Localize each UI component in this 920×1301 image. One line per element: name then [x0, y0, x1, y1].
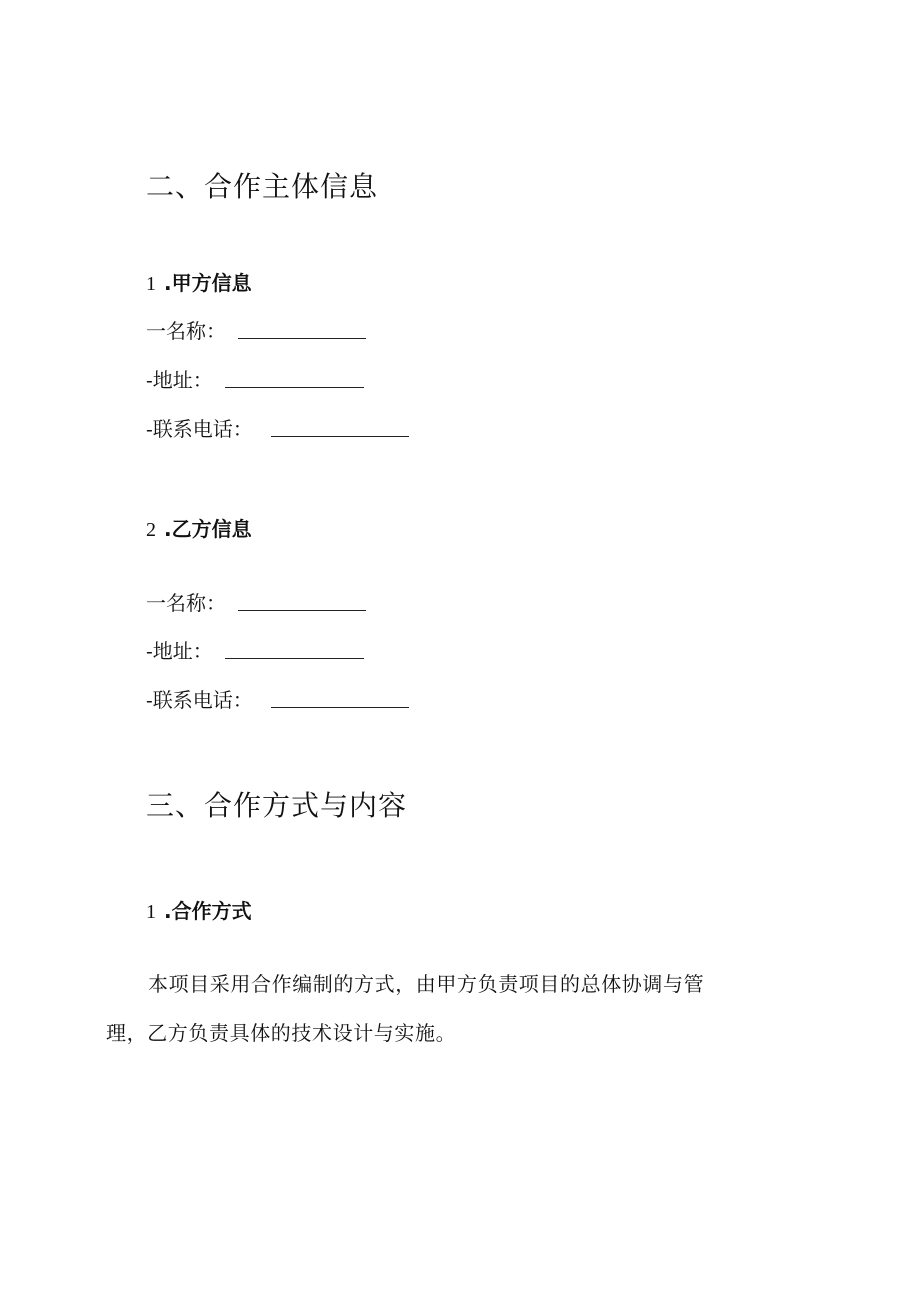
cooperation-method-heading [146, 898, 252, 925]
party-a-name-label: 一名称： [146, 319, 226, 343]
party-b-name-blank[interactable] [238, 609, 366, 611]
party-a-address-label: -地址： [146, 368, 213, 392]
party-a-number: 1 [146, 273, 156, 295]
party-b-number: 2 [146, 519, 156, 541]
section-title-3: 三、合作方式与内容 [146, 789, 408, 822]
party-b-phone-blank[interactable] [271, 706, 409, 708]
party-b-name-field [146, 590, 366, 616]
party-a-phone-blank[interactable] [271, 435, 409, 437]
party-b-phone-label: -联系电话： [146, 688, 253, 712]
party-a-address-blank[interactable] [225, 386, 364, 388]
paragraph-line-2: 理，乙方负责具体的技术设计与实施。 [106, 1021, 457, 1045]
party-a-phone-label: -联系电话： [146, 417, 253, 441]
party-b-phone-field [146, 687, 409, 713]
party-b-address-label: -地址： [146, 639, 213, 663]
party-a-name-field [146, 318, 366, 344]
party-b-title: .乙方信息 [164, 517, 252, 541]
party-a-title: .甲方信息 [164, 271, 252, 295]
paragraph-line-1: 本项目采用合作编制的方式，由甲方负责项目的总体协调与管 [148, 972, 705, 996]
section-title-2: 二、合作主体信息 [146, 170, 379, 203]
party-b-name-label: 一名称： [146, 591, 226, 615]
party-b-heading [146, 516, 252, 543]
party-a-phone-field [146, 416, 409, 442]
party-a-address-field [146, 367, 364, 393]
cooperation-method-title: .合作方式 [164, 899, 252, 923]
party-b-address-field [146, 638, 364, 664]
cooperation-method-number: 1 [146, 901, 156, 923]
party-b-address-blank[interactable] [225, 657, 364, 659]
party-a-name-blank[interactable] [238, 337, 366, 339]
party-a-heading [146, 270, 252, 297]
